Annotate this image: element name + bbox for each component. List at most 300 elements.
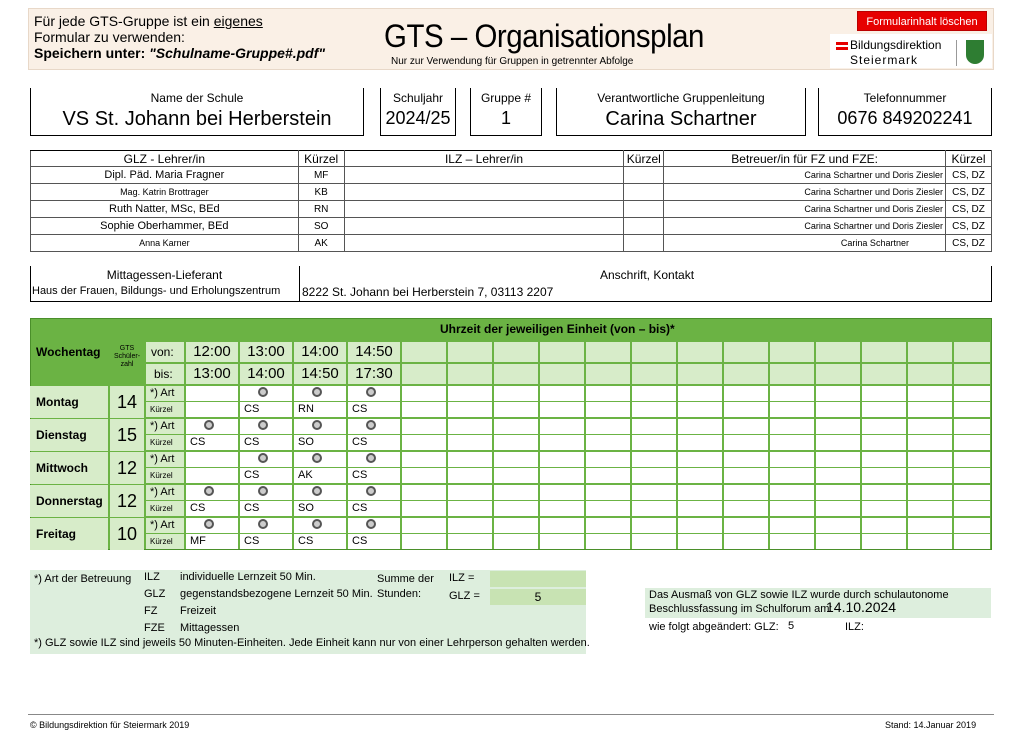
kuerzel-field[interactable] bbox=[816, 435, 860, 450]
fz-code-cell[interactable]: CS, DZ bbox=[945, 201, 991, 218]
art-select[interactable] bbox=[586, 518, 630, 533]
legend-desc: gegenstandsbezogene Lernzeit 50 Min. bbox=[180, 588, 373, 600]
school-year-field[interactable]: Schuljahr 2024/25 bbox=[380, 88, 456, 136]
art-label: *) Art bbox=[146, 452, 184, 467]
kuerzel-field[interactable] bbox=[724, 501, 768, 516]
fz-code-cell[interactable]: CS, DZ bbox=[945, 235, 991, 252]
kuerzel-field[interactable] bbox=[770, 468, 814, 483]
art-select[interactable] bbox=[240, 419, 292, 434]
art-select[interactable] bbox=[632, 518, 676, 533]
glz-teacher-cell[interactable]: Ruth Natter, MSc, BEd bbox=[31, 201, 299, 218]
sum-glz-field[interactable]: 5 bbox=[490, 589, 586, 605]
art-select[interactable] bbox=[770, 518, 814, 533]
art-label: *) Art bbox=[146, 518, 184, 533]
kuerzel-field[interactable] bbox=[908, 435, 952, 450]
kuerzel-field[interactable] bbox=[402, 435, 446, 450]
sum-ilz-field[interactable] bbox=[490, 571, 586, 587]
art-select[interactable] bbox=[954, 518, 990, 533]
time-from-cell[interactable] bbox=[816, 342, 860, 362]
time-from-cell[interactable]: 14:00 bbox=[294, 342, 346, 362]
student-count-field[interactable]: 12 bbox=[110, 485, 144, 517]
art-select[interactable] bbox=[402, 386, 446, 401]
time-to-cell[interactable]: 14:00 bbox=[240, 364, 292, 384]
art-select[interactable] bbox=[540, 485, 584, 500]
kuerzel-field[interactable]: AK bbox=[294, 468, 346, 483]
kuerzel-field[interactable]: SO bbox=[294, 501, 346, 516]
art-select[interactable] bbox=[954, 419, 990, 434]
decision-ilz-field[interactable] bbox=[866, 621, 966, 634]
kuerzel-field[interactable] bbox=[816, 468, 860, 483]
fz-caregiver-cell[interactable]: Carina Schartner und Doris Ziesler bbox=[664, 201, 946, 218]
kuerzel-label: Kürzel bbox=[146, 435, 184, 450]
kuerzel-field[interactable]: CS bbox=[240, 534, 292, 549]
fz-caregiver-cell[interactable]: Carina Schartner und Doris Ziesler bbox=[664, 218, 946, 235]
kuerzel-field[interactable] bbox=[540, 435, 584, 450]
art-select[interactable] bbox=[348, 386, 400, 401]
art-select[interactable] bbox=[954, 452, 990, 467]
kuerzel-field[interactable] bbox=[954, 501, 990, 516]
time-from-cell[interactable] bbox=[402, 342, 446, 362]
supplier-label: Mittagessen-Lieferant bbox=[106, 268, 223, 282]
page-title: GTS – Organisationsplan bbox=[384, 18, 704, 54]
glz-teacher-cell[interactable]: Sophie Oberhammer, BEd bbox=[31, 218, 299, 235]
kuerzel-field[interactable] bbox=[862, 402, 906, 417]
ilz-teacher-cell[interactable] bbox=[344, 184, 624, 201]
kuerzel-field[interactable]: CS bbox=[348, 534, 400, 549]
kuerzel-field[interactable] bbox=[402, 402, 446, 417]
kuerzel-field[interactable] bbox=[954, 534, 990, 549]
time-from-cell[interactable] bbox=[494, 342, 538, 362]
art-select[interactable] bbox=[540, 419, 584, 434]
table-row bbox=[31, 184, 992, 201]
art-select[interactable] bbox=[862, 518, 906, 533]
art-select[interactable] bbox=[908, 386, 952, 401]
art-select[interactable] bbox=[540, 452, 584, 467]
school-name-field[interactable]: Name der Schule VS St. Johann bei Herberstein bbox=[30, 88, 364, 136]
kuerzel-field[interactable] bbox=[954, 435, 990, 450]
footer-date: Stand: 14.Januar 2019 bbox=[885, 720, 977, 730]
kuerzel-field[interactable] bbox=[908, 402, 952, 417]
art-select[interactable] bbox=[240, 518, 292, 533]
ilz-teacher-cell[interactable] bbox=[344, 218, 624, 235]
kuerzel-field[interactable]: CS bbox=[240, 402, 292, 417]
art-select[interactable] bbox=[240, 386, 292, 401]
sum-label-1: Summe der bbox=[377, 573, 434, 585]
kuerzel-field[interactable] bbox=[678, 501, 722, 516]
art-select[interactable] bbox=[954, 485, 990, 500]
legend-code: ILZ bbox=[144, 571, 160, 583]
kuerzel-field[interactable] bbox=[448, 534, 492, 549]
supplier-field[interactable]: Haus der Frauen, Bildungs- und Erholungszentrum bbox=[32, 285, 281, 297]
time-to-cell[interactable]: 13:00 bbox=[186, 364, 238, 384]
clock-icon bbox=[312, 387, 322, 397]
art-select[interactable] bbox=[448, 518, 492, 533]
art-select[interactable] bbox=[294, 419, 346, 434]
kuerzel-field[interactable]: CS bbox=[240, 468, 292, 483]
art-select[interactable] bbox=[448, 419, 492, 434]
student-count-field[interactable]: 12 bbox=[110, 452, 144, 484]
art-select[interactable] bbox=[494, 485, 538, 500]
kuerzel-field[interactable] bbox=[632, 468, 676, 483]
logo-text-2: Steiermark bbox=[850, 53, 919, 67]
kuerzel-field[interactable] bbox=[908, 534, 952, 549]
art-select[interactable] bbox=[586, 485, 630, 500]
art-select[interactable] bbox=[632, 419, 676, 434]
kuerzel-field[interactable] bbox=[448, 435, 492, 450]
kuerzel-field[interactable] bbox=[678, 402, 722, 417]
art-select[interactable] bbox=[862, 386, 906, 401]
kuerzel-field[interactable] bbox=[678, 534, 722, 549]
kuerzel-field[interactable] bbox=[770, 534, 814, 549]
ilz-teacher-cell[interactable] bbox=[344, 235, 624, 252]
time-to-cell[interactable] bbox=[632, 364, 676, 384]
kuerzel-field[interactable]: CS bbox=[348, 402, 400, 417]
clock-icon bbox=[258, 486, 268, 496]
table-row bbox=[31, 218, 992, 235]
art-select[interactable] bbox=[954, 386, 990, 401]
kuerzel-field[interactable]: MF bbox=[186, 534, 238, 549]
kuerzel-label: Kürzel bbox=[146, 501, 184, 516]
fz-code-cell[interactable]: CS, DZ bbox=[945, 167, 991, 184]
lunch-divider bbox=[299, 266, 300, 302]
art-select[interactable] bbox=[724, 386, 768, 401]
time-from-cell[interactable] bbox=[770, 342, 814, 362]
kuerzel-field[interactable] bbox=[540, 402, 584, 417]
time-from-cell[interactable]: 12:00 bbox=[186, 342, 238, 362]
group-leader-field[interactable]: Verantwortliche Gruppenleitung Carina Schartner bbox=[556, 88, 806, 136]
art-select[interactable] bbox=[862, 452, 906, 467]
kuerzel-field[interactable]: CS bbox=[294, 534, 346, 549]
time-from-cell[interactable] bbox=[908, 342, 952, 362]
art-select[interactable] bbox=[448, 485, 492, 500]
kuerzel-field[interactable] bbox=[402, 534, 446, 549]
ilz-code-cell[interactable] bbox=[624, 184, 664, 201]
kuerzel-field[interactable] bbox=[862, 534, 906, 549]
kuerzel-field[interactable] bbox=[586, 468, 630, 483]
reset-form-button[interactable]: Formularinhalt löschen bbox=[857, 11, 987, 31]
time-to-cell[interactable] bbox=[586, 364, 630, 384]
kuerzel-field[interactable] bbox=[402, 501, 446, 516]
glz-code-cell[interactable]: KB bbox=[298, 184, 344, 201]
clock-icon bbox=[366, 453, 376, 463]
decision-line-1: Das Ausmaß von GLZ sowie ILZ wurde durch schulautonome bbox=[649, 589, 949, 601]
time-to-cell[interactable] bbox=[816, 364, 860, 384]
art-select[interactable] bbox=[540, 386, 584, 401]
kuerzel-field[interactable] bbox=[402, 468, 446, 483]
kuerzel-field[interactable]: CS bbox=[348, 501, 400, 516]
ilz-teacher-cell[interactable] bbox=[344, 201, 624, 218]
kuerzel-field[interactable] bbox=[862, 468, 906, 483]
kuerzel-field[interactable]: SO bbox=[294, 435, 346, 450]
fz-caregiver-cell[interactable]: Carina Schartner und Doris Ziesler bbox=[664, 184, 946, 201]
art-select[interactable] bbox=[816, 518, 860, 533]
legend-desc: Freizeit bbox=[180, 605, 217, 617]
art-select[interactable] bbox=[294, 452, 346, 467]
art-select[interactable] bbox=[908, 485, 952, 500]
kuerzel-field[interactable] bbox=[862, 501, 906, 516]
ilz-code-cell[interactable] bbox=[624, 218, 664, 235]
kuerzel-field[interactable] bbox=[586, 501, 630, 516]
kuerzel-field[interactable] bbox=[186, 468, 238, 483]
kuerzel-field[interactable] bbox=[540, 468, 584, 483]
art-select[interactable] bbox=[724, 419, 768, 434]
art-select[interactable] bbox=[678, 386, 722, 401]
clock-icon bbox=[204, 420, 214, 430]
art-select[interactable] bbox=[724, 452, 768, 467]
art-label: *) Art bbox=[146, 419, 184, 434]
phone-field[interactable]: Telefonnummer 0676 849202241 bbox=[818, 88, 992, 136]
instruction-emphasis: eigenes bbox=[213, 13, 263, 29]
fz-code-cell[interactable]: CS, DZ bbox=[945, 218, 991, 235]
art-select[interactable] bbox=[294, 518, 346, 533]
kuerzel-field[interactable]: RN bbox=[294, 402, 346, 417]
art-select[interactable] bbox=[540, 518, 584, 533]
art-select[interactable] bbox=[816, 386, 860, 401]
kuerzel-field[interactable] bbox=[494, 534, 538, 549]
kuerzel-field[interactable] bbox=[908, 468, 952, 483]
art-select[interactable] bbox=[294, 485, 346, 500]
kuerzel-field[interactable] bbox=[724, 468, 768, 483]
kuerzel-field[interactable] bbox=[724, 402, 768, 417]
kuerzel-field[interactable] bbox=[540, 501, 584, 516]
kuerzel-field[interactable] bbox=[678, 435, 722, 450]
clock-icon bbox=[204, 486, 214, 496]
table-row bbox=[31, 235, 992, 252]
glz-code-cell[interactable]: SO bbox=[298, 218, 344, 235]
kuerzel-field[interactable] bbox=[770, 501, 814, 516]
time-to-cell[interactable] bbox=[540, 364, 584, 384]
kuerzel-field[interactable] bbox=[632, 402, 676, 417]
kuerzel-field[interactable] bbox=[816, 402, 860, 417]
kuerzel-field[interactable]: CS bbox=[348, 435, 400, 450]
art-select[interactable] bbox=[348, 419, 400, 434]
art-select[interactable] bbox=[678, 452, 722, 467]
instruction-text: Für jede GTS-Gruppe ist ein eigenes Formular zu verwenden: Speichern unter: "Schulname-Gruppe#.pdf" bbox=[34, 13, 325, 61]
time-to-cell[interactable]: 14:50 bbox=[294, 364, 346, 384]
kuerzel-field[interactable] bbox=[494, 435, 538, 450]
kuerzel-field[interactable] bbox=[186, 402, 238, 417]
time-to-cell[interactable] bbox=[862, 364, 906, 384]
glz-teacher-cell[interactable]: Anna Karner bbox=[31, 235, 299, 252]
legend-code: FZE bbox=[144, 622, 165, 634]
kuerzel-field[interactable] bbox=[770, 402, 814, 417]
legend-footnote: *) GLZ sowie ILZ sind jeweils 50 Minuten-Einheiten. Jede Einheit kann nur von einer Lehrperson gehalten werden. bbox=[34, 637, 590, 649]
kuerzel-field[interactable] bbox=[816, 501, 860, 516]
weekday-cell: Freitag bbox=[30, 518, 108, 550]
clock-icon bbox=[258, 387, 268, 397]
legend-title: *) Art der Betreuung bbox=[34, 573, 132, 585]
logo-divider bbox=[956, 40, 957, 66]
kuerzel-field[interactable] bbox=[632, 435, 676, 450]
art-select[interactable] bbox=[448, 452, 492, 467]
kuerzel-field[interactable]: CS bbox=[186, 435, 238, 450]
legend-code: FZ bbox=[144, 605, 158, 617]
kuerzel-field[interactable] bbox=[494, 468, 538, 483]
time-from-cell[interactable]: 14:50 bbox=[348, 342, 400, 362]
decision-date-field[interactable]: 14.10.2024 bbox=[826, 599, 897, 615]
kuerzel-field[interactable] bbox=[816, 534, 860, 549]
art-select[interactable] bbox=[586, 452, 630, 467]
glz-code-cell[interactable]: RN bbox=[298, 201, 344, 218]
student-count-field[interactable]: 10 bbox=[110, 518, 144, 550]
art-select[interactable] bbox=[678, 518, 722, 533]
time-to-cell[interactable] bbox=[402, 364, 446, 384]
student-count-field[interactable]: 14 bbox=[110, 386, 144, 418]
footer-divider bbox=[28, 714, 994, 715]
art-select[interactable] bbox=[494, 419, 538, 434]
art-select[interactable] bbox=[402, 518, 446, 533]
fz-caregiver-cell[interactable]: Carina Schartner und Doris Ziesler bbox=[664, 167, 946, 184]
kuerzel-field[interactable] bbox=[770, 435, 814, 450]
time-to-cell[interactable] bbox=[448, 364, 492, 384]
art-select[interactable] bbox=[770, 452, 814, 467]
time-from-cell[interactable] bbox=[862, 342, 906, 362]
kuerzel-field[interactable] bbox=[632, 534, 676, 549]
art-select[interactable] bbox=[632, 452, 676, 467]
kuerzel-field[interactable] bbox=[954, 402, 990, 417]
time-to-cell[interactable] bbox=[678, 364, 722, 384]
time-from-cell[interactable] bbox=[632, 342, 676, 362]
kuerzel-field[interactable] bbox=[540, 534, 584, 549]
kuerzel-field[interactable] bbox=[862, 435, 906, 450]
ilz-code-cell[interactable] bbox=[624, 235, 664, 252]
art-select[interactable] bbox=[240, 452, 292, 467]
time-from-cell[interactable]: 13:00 bbox=[240, 342, 292, 362]
legend-code: GLZ bbox=[144, 588, 166, 600]
time-from-cell[interactable] bbox=[724, 342, 768, 362]
time-to-cell[interactable] bbox=[770, 364, 814, 384]
kuerzel-label: Kürzel bbox=[146, 534, 184, 549]
time-to-cell[interactable]: 17:30 bbox=[348, 364, 400, 384]
decision-line-2: Beschlussfassung im Schulforum am: bbox=[649, 603, 833, 615]
art-select[interactable] bbox=[402, 419, 446, 434]
art-select[interactable] bbox=[494, 518, 538, 533]
fz-caregiver-cell[interactable]: Carina Schartner bbox=[664, 235, 946, 252]
kuerzel-field[interactable] bbox=[908, 501, 952, 516]
clock-icon bbox=[366, 519, 376, 529]
ilz-code-cell[interactable] bbox=[624, 201, 664, 218]
art-select[interactable] bbox=[678, 419, 722, 434]
time-from-cell[interactable] bbox=[678, 342, 722, 362]
weekday-cell: Dienstag bbox=[30, 419, 108, 451]
art-select[interactable] bbox=[348, 485, 400, 500]
art-select[interactable] bbox=[908, 419, 952, 434]
art-select[interactable] bbox=[186, 419, 238, 434]
logo-text-1: Bildungsdirektion bbox=[850, 38, 942, 52]
kuerzel-field[interactable] bbox=[448, 468, 492, 483]
art-select[interactable] bbox=[816, 452, 860, 467]
kuerzel-field[interactable] bbox=[494, 402, 538, 417]
kuerzel-label: Kürzel bbox=[146, 402, 184, 417]
kuerzel-field[interactable] bbox=[448, 501, 492, 516]
time-from-cell[interactable] bbox=[448, 342, 492, 362]
kuerzel-field[interactable] bbox=[586, 435, 630, 450]
ilz-code-cell[interactable] bbox=[624, 167, 664, 184]
art-select[interactable] bbox=[724, 485, 768, 500]
fz-code-cell[interactable]: CS, DZ bbox=[945, 184, 991, 201]
art-select[interactable] bbox=[402, 452, 446, 467]
ilz-teacher-cell[interactable] bbox=[344, 167, 624, 184]
art-select[interactable] bbox=[348, 452, 400, 467]
art-select[interactable] bbox=[678, 485, 722, 500]
glz-code-cell[interactable]: AK bbox=[298, 235, 344, 252]
weekday-cell: Montag bbox=[30, 386, 108, 418]
to-label: bis: bbox=[146, 364, 184, 384]
art-select[interactable] bbox=[402, 485, 446, 500]
address-field[interactable]: 8222 St. Johann bei Herberstein 7, 03113 2207 bbox=[302, 285, 554, 299]
art-select[interactable] bbox=[586, 419, 630, 434]
kuerzel-field[interactable] bbox=[586, 402, 630, 417]
kuerzel-field[interactable]: CS bbox=[240, 435, 292, 450]
art-select[interactable] bbox=[862, 419, 906, 434]
time-to-cell[interactable] bbox=[494, 364, 538, 384]
time-to-cell[interactable] bbox=[724, 364, 768, 384]
decision-ilz-label: ILZ: bbox=[845, 621, 864, 633]
kuerzel-field[interactable] bbox=[448, 402, 492, 417]
time-from-cell[interactable] bbox=[540, 342, 584, 362]
glz-teacher-cell[interactable]: Mag. Katrin Brottrager bbox=[31, 184, 299, 201]
time-from-cell[interactable] bbox=[586, 342, 630, 362]
art-select[interactable] bbox=[770, 386, 814, 401]
art-select[interactable] bbox=[186, 518, 238, 533]
student-count-field[interactable]: 15 bbox=[110, 419, 144, 451]
art-select[interactable] bbox=[586, 386, 630, 401]
glz-teacher-cell[interactable]: Dipl. Päd. Maria Fragner bbox=[31, 167, 299, 184]
kuerzel-field[interactable]: CS bbox=[348, 468, 400, 483]
clock-icon bbox=[366, 486, 376, 496]
kuerzel-field[interactable] bbox=[724, 435, 768, 450]
kuerzel-field[interactable] bbox=[954, 468, 990, 483]
art-select[interactable] bbox=[862, 485, 906, 500]
art-select[interactable] bbox=[908, 452, 952, 467]
sum-label-2: Stunden: bbox=[377, 588, 422, 600]
art-select[interactable] bbox=[816, 485, 860, 500]
kuerzel-field[interactable] bbox=[724, 534, 768, 549]
kuerzel-field[interactable] bbox=[494, 501, 538, 516]
clock-icon bbox=[204, 519, 214, 529]
kuerzel-field[interactable] bbox=[586, 534, 630, 549]
art-select[interactable] bbox=[348, 518, 400, 533]
art-select[interactable] bbox=[724, 518, 768, 533]
time-to-cell[interactable] bbox=[954, 364, 990, 384]
art-select[interactable] bbox=[240, 485, 292, 500]
kuerzel-field[interactable]: CS bbox=[186, 501, 238, 516]
art-select[interactable] bbox=[770, 485, 814, 500]
glz-code-cell[interactable]: MF bbox=[298, 167, 344, 184]
time-from-cell[interactable] bbox=[954, 342, 990, 362]
art-select[interactable] bbox=[494, 452, 538, 467]
art-select[interactable] bbox=[494, 386, 538, 401]
kuerzel-field[interactable]: CS bbox=[240, 501, 292, 516]
art-select[interactable] bbox=[186, 452, 238, 467]
art-select[interactable] bbox=[632, 485, 676, 500]
group-number-field[interactable]: Gruppe # 1 bbox=[470, 88, 542, 136]
art-select[interactable] bbox=[770, 419, 814, 434]
art-select[interactable] bbox=[186, 485, 238, 500]
decision-glz-field[interactable]: 5 bbox=[788, 620, 795, 632]
table-row bbox=[31, 201, 992, 218]
art-select[interactable] bbox=[294, 386, 346, 401]
art-select[interactable] bbox=[448, 386, 492, 401]
art-select[interactable] bbox=[632, 386, 676, 401]
kuerzel-field[interactable] bbox=[678, 468, 722, 483]
time-to-cell[interactable] bbox=[908, 364, 952, 384]
kuerzel-field[interactable] bbox=[632, 501, 676, 516]
art-select[interactable] bbox=[816, 419, 860, 434]
art-select[interactable] bbox=[186, 386, 238, 401]
weekday-cell: Mittwoch bbox=[30, 452, 108, 484]
art-select[interactable] bbox=[908, 518, 952, 533]
